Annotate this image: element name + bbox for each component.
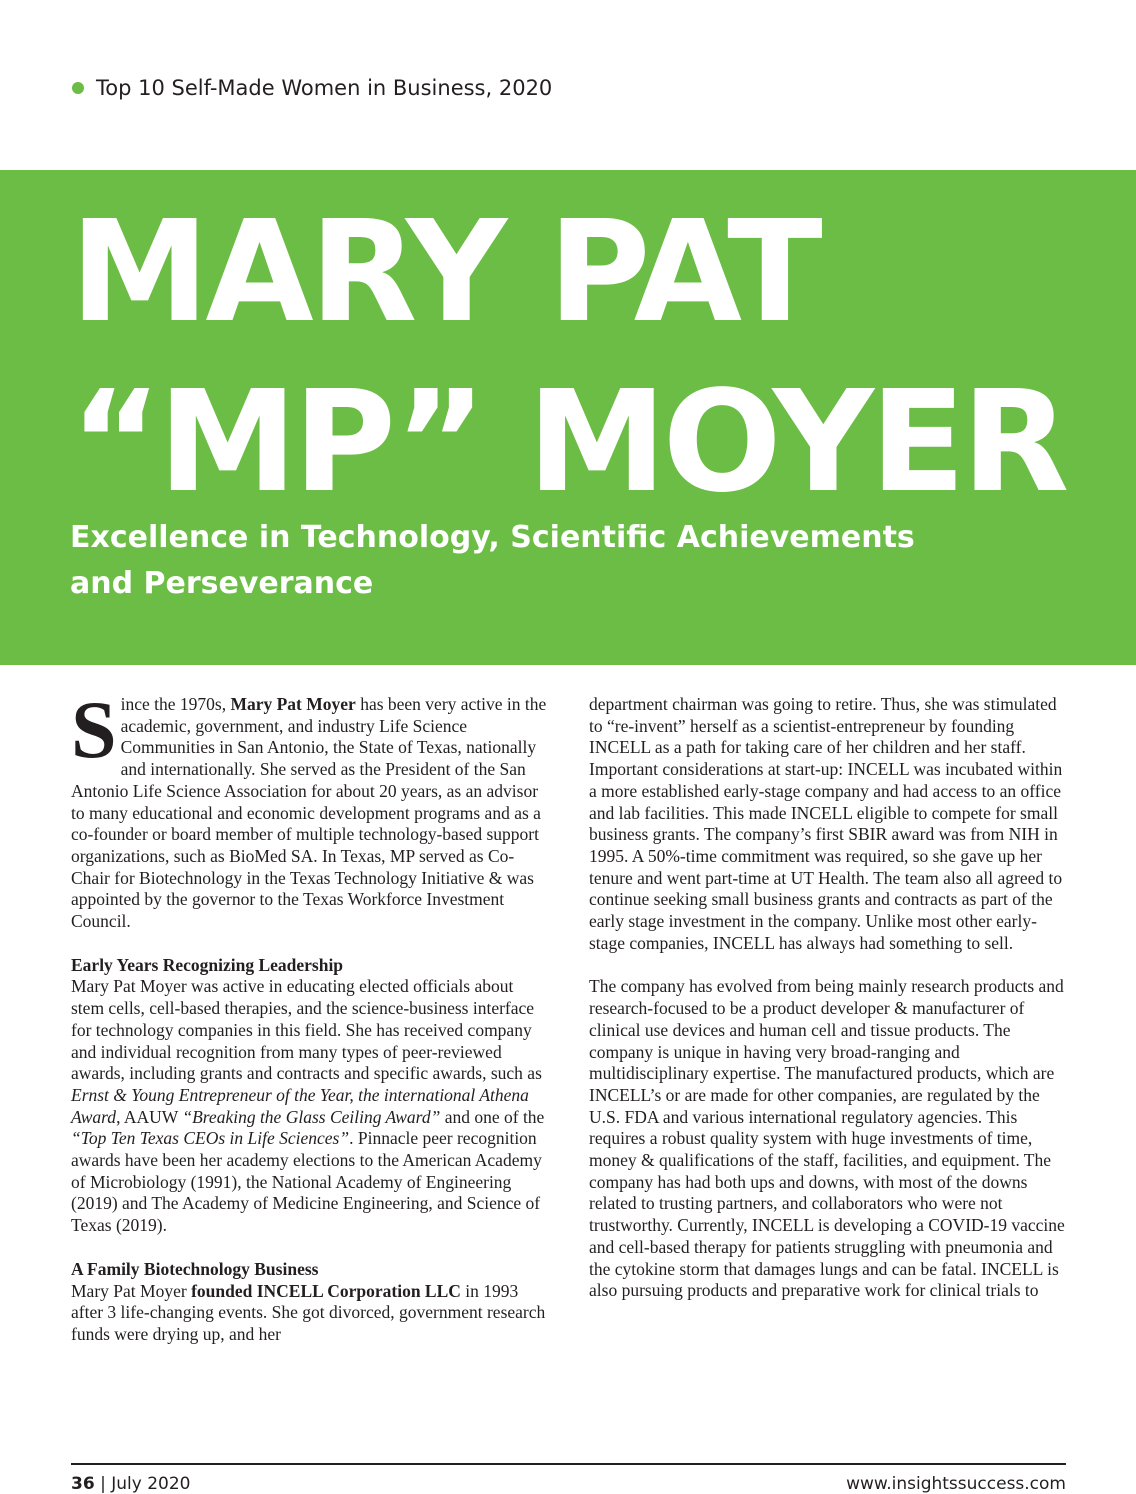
footer-divider xyxy=(71,1463,1066,1465)
issue-date: July 2020 xyxy=(111,1474,191,1494)
right-paragraph-2: The company has evolved from being mainly research products and research-focused to be a product developer & manufacturer of clinical use devices and human cell and tissue products. The company is unique in having very broad-ranging and multidisciplinary expertise. The manufactured products, which are INCELL’s or are made for other companies, are regulated by the U.S. FDA and various international regulatory agencies. This requires a robust quality system with huge investments of time, money & qualifications of the staff, facilities, and equipment. The company has had both ups and downs, with most of the downs related to trusting partners, and collaborators who were not trustworthy. Currently, INCELL is developing a COVID-19 vaccine and cell-based therapy for patients struggling with pneumonia and the cytokine storm that damages lungs and can be fatal. INCELL is also pursuing products and preparative work for clinical trials to xyxy=(589,976,1065,1301)
title-banner xyxy=(0,170,1136,665)
drop-cap: S xyxy=(71,684,117,775)
section-heading-family-business: A Family Biotechnology Business xyxy=(71,1258,319,1279)
name-highlight: Mary Pat Moyer xyxy=(230,694,356,714)
article-subtitle-line1: Excellence in Technology, Scientific Achievements xyxy=(70,520,915,555)
section-heading-early-years: Early Years Recognizing Leadership xyxy=(71,954,344,975)
right-paragraph-1: department chairman was going to retire. Thus, she was stimulated to “re-invent” herself as a scientist-entrepreneur by founding INCELL as a path for taking care of her children and her staff. Important considerations at start-up: INCELL was incubated within a more established early-stage company and had access to an office and lab facilities. This made INCELL eligible to compete for small business grants. The company’s first SBIR award was from NIH in 1995. A 50%-time commitment was required, so she gave up her tenure and went part-time at UT Health. The team also all agreed to continue seeking small business grants and contracts as part of the early stage investment in the company. Unlike most other early-stage companies, INCELL has always had something to sell. xyxy=(589,694,1063,953)
section-header-label: Top 10 Self-Made Women in Business, 2020 xyxy=(96,76,553,100)
article-subtitle-line2: and Perseverance xyxy=(70,566,374,601)
footer-url: www.insightssuccess.com xyxy=(846,1474,1066,1494)
bullet-dot-icon xyxy=(72,82,84,94)
right-column xyxy=(589,694,1067,1302)
article-title-line1: MARY PAT xyxy=(70,191,819,354)
footer-page-info: 36 | July 2020 xyxy=(71,1474,191,1494)
article-title xyxy=(70,188,1065,528)
intro-paragraph: Since the 1970s, Mary Pat Moyer has been very active in the academic, government, and industry Life Science Communities in San Antonio, the State of Texas, nationally and internationally. She served as the President of the San Antonio Life Science Association for about 20 years, as an advisor to many educational and economic development programs and as a co-founder or board member of multiple technology-based support organizations, such as BioMed SA. In Texas, MP served as Co-Chair for Biotechnology in the Texas Technology Initiative & was appointed by the governor to the Texas Workforce Investment Council. xyxy=(71,684,547,932)
page-number: 36 xyxy=(71,1474,95,1494)
article-title-line2: “MP” MOYER xyxy=(70,361,1066,524)
family-business-paragraph: Mary Pat Moyer founded INCELL Corporation LLC in 1993 after 3 life-changing events. She got divorced, government research funds were drying up, and her xyxy=(71,1280,546,1344)
early-years-paragraph: Mary Pat Moyer was active in educating elected officials about stem cells, cell-based therapies, and the science-business interface for technology companies in this field. She has received company and individual recognition from many types of peer-reviewed awards, including grants and contracts and specific awards, such as Ernst & Young Entrepreneur of the Year, the international Athena Award, AAUW “Breaking the Glass Ceiling Award” and one of the “Top Ten Texas CEOs in Life Sciences”. Pinnacle peer recognition awards have been her academy elections to the American Academy of Microbiology (1991), the National Academy of Engineering (2019) and The Academy of Medicine Engineering, and Science of Texas (2019). xyxy=(71,976,545,1236)
left-column xyxy=(71,684,549,1346)
article-subtitle xyxy=(70,515,1070,607)
section-header xyxy=(72,76,552,100)
